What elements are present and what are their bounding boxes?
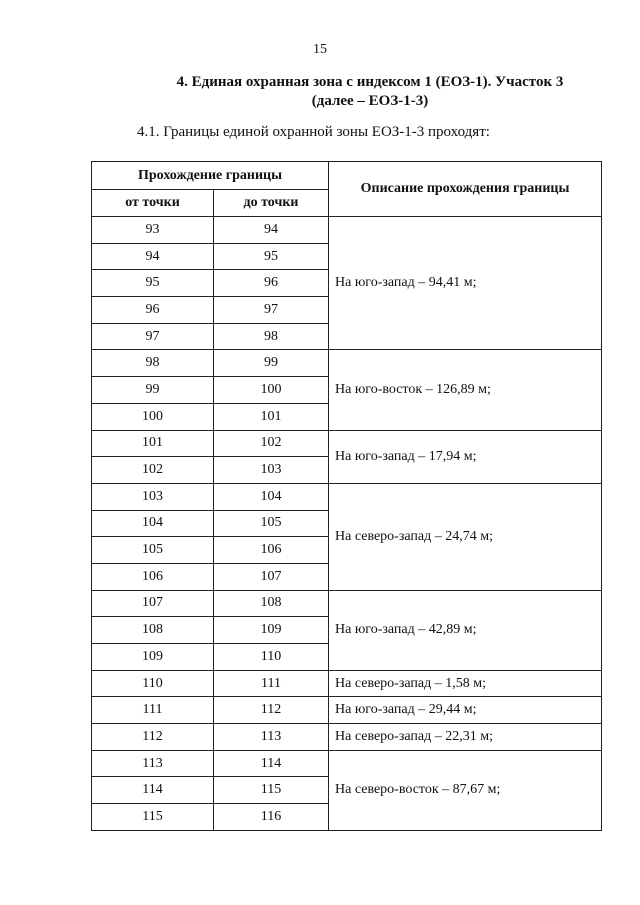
to-point-cell: 108 (214, 590, 329, 617)
from-point-cell: 94 (92, 243, 214, 270)
to-point-cell: 113 (214, 724, 329, 751)
section-title-line-1: 4. Единая охранная зона с индексом 1 (ЕОЗ-1). Участок 3 (176, 74, 564, 90)
to-point-cell: 97 (214, 297, 329, 324)
description-cell: На северо-восток – 87,67 м; (329, 750, 602, 830)
from-point-cell: 97 (92, 323, 214, 350)
boundary-table (91, 161, 602, 831)
intro-paragraph: 4.1. Границы единой охранной зоны ЕОЗ-1-3 проходят: (137, 124, 490, 140)
table-row (92, 724, 602, 751)
from-point-cell: 105 (92, 537, 214, 564)
to-point-cell: 100 (214, 377, 329, 404)
from-point-cell: 115 (92, 804, 214, 831)
section-title-line-2: (далее – ЕОЗ-1-3) (311, 93, 429, 109)
to-point-cell: 94 (214, 217, 329, 244)
to-point-cell: 101 (214, 403, 329, 430)
to-point-cell: 95 (214, 243, 329, 270)
to-point-cell: 107 (214, 563, 329, 590)
from-point-cell: 113 (92, 750, 214, 777)
to-point-cell: 109 (214, 617, 329, 644)
header-from-point: от точки (92, 190, 214, 217)
to-point-cell: 99 (214, 350, 329, 377)
header-to-point: до точки (214, 190, 329, 217)
from-point-cell: 108 (92, 617, 214, 644)
table-body (92, 217, 602, 831)
from-point-cell: 110 (92, 670, 214, 697)
from-point-cell: 106 (92, 563, 214, 590)
to-point-cell: 110 (214, 644, 329, 671)
table-row (92, 430, 602, 457)
table-row (92, 483, 602, 510)
from-point-cell: 104 (92, 510, 214, 537)
table-row (92, 750, 602, 777)
description-cell: На юго-запад – 17,94 м; (329, 430, 602, 483)
from-point-cell: 95 (92, 270, 214, 297)
to-point-cell: 116 (214, 804, 329, 831)
from-point-cell: 101 (92, 430, 214, 457)
header-description: Описание прохождения границы (329, 162, 602, 217)
to-point-cell: 114 (214, 750, 329, 777)
description-cell: На юго-восток – 126,89 м; (329, 350, 602, 430)
from-point-cell: 103 (92, 483, 214, 510)
to-point-cell: 103 (214, 457, 329, 484)
from-point-cell: 98 (92, 350, 214, 377)
header-boundary-passage: Прохождение границы (92, 162, 329, 190)
to-point-cell: 115 (214, 777, 329, 804)
to-point-cell: 102 (214, 430, 329, 457)
from-point-cell: 100 (92, 403, 214, 430)
page-number: 15 (313, 42, 327, 57)
to-point-cell: 112 (214, 697, 329, 724)
from-point-cell: 112 (92, 724, 214, 751)
table-row (92, 697, 602, 724)
description-cell: На юго-запад – 94,41 м; (329, 217, 602, 350)
from-point-cell: 102 (92, 457, 214, 484)
section-title (100, 73, 640, 111)
table-row (92, 670, 602, 697)
table-row (92, 217, 602, 244)
from-point-cell: 111 (92, 697, 214, 724)
to-point-cell: 104 (214, 483, 329, 510)
from-point-cell: 114 (92, 777, 214, 804)
to-point-cell: 98 (214, 323, 329, 350)
to-point-cell: 111 (214, 670, 329, 697)
description-cell: На северо-запад – 24,74 м; (329, 483, 602, 590)
description-cell: На северо-запад – 1,58 м; (329, 670, 602, 697)
from-point-cell: 107 (92, 590, 214, 617)
from-point-cell: 99 (92, 377, 214, 404)
description-cell: На северо-запад – 22,31 м; (329, 724, 602, 751)
to-point-cell: 105 (214, 510, 329, 537)
to-point-cell: 106 (214, 537, 329, 564)
description-cell: На юго-запад – 42,89 м; (329, 590, 602, 670)
from-point-cell: 93 (92, 217, 214, 244)
description-cell: На юго-запад – 29,44 м; (329, 697, 602, 724)
from-point-cell: 109 (92, 644, 214, 671)
table-row (92, 350, 602, 377)
to-point-cell: 96 (214, 270, 329, 297)
table-row (92, 590, 602, 617)
from-point-cell: 96 (92, 297, 214, 324)
